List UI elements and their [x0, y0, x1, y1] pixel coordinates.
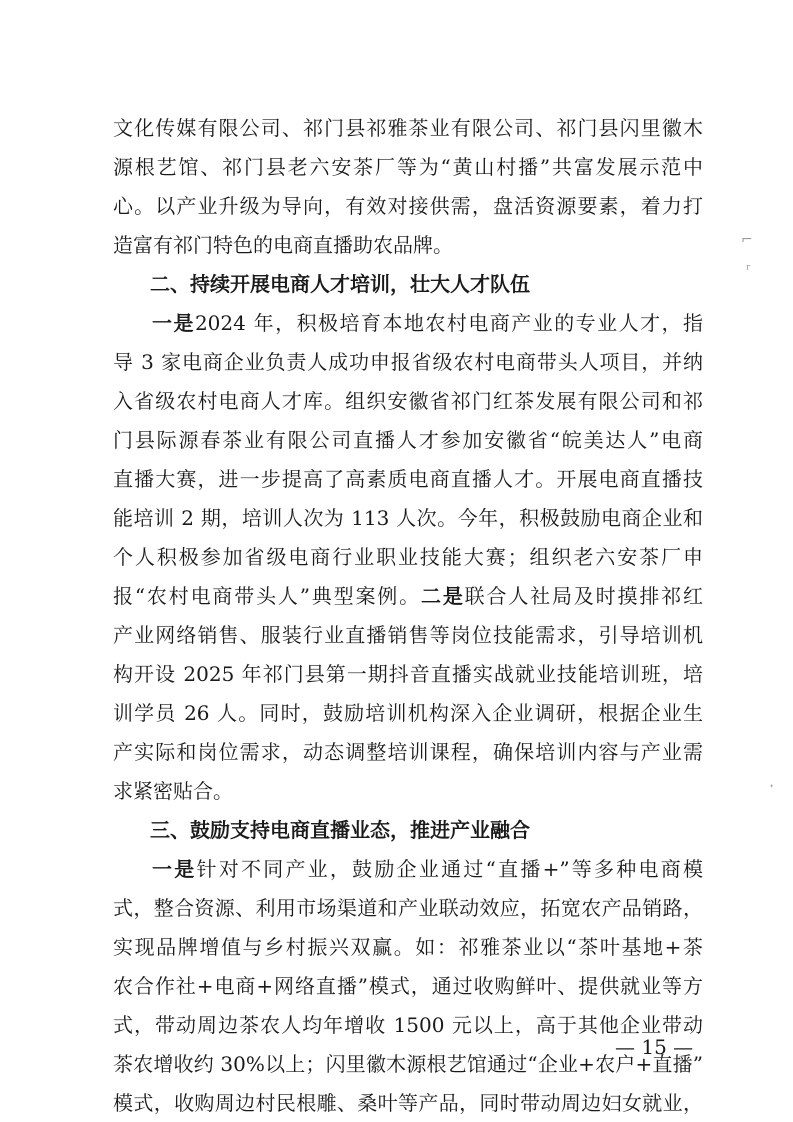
paragraph1-line: 心。以产业升级为导向，有效对接供需，盘活资源要素，着力打 — [113, 194, 703, 218]
section2-line: 一是2024 年，积极培育本地农村电商产业的专业人才，指 — [152, 311, 703, 335]
lead-marker: 一是 — [152, 857, 197, 881]
section-heading-2: 二、持续开展电商人才培训，壮大人才队伍 — [150, 272, 530, 296]
section2-line: 导 3 家电商企业负责人成功申报省级农村电商带头人项目，并纳 — [113, 350, 703, 374]
scan-speck: ᾿ — [768, 784, 775, 800]
section2-line: 产业网络销售、服装行业直播销售等岗位技能需求，引导培训机 — [113, 623, 703, 647]
section3-line: 农合作社+电商+网络直播”模式，通过收购鲜叶、提供就业等方 — [113, 974, 703, 998]
section3-line: 式，带动周边茶农人均年增收 1500 元以上，高于其他企业带动 — [113, 1013, 703, 1037]
paragraph1-line: 造富有祁门特色的电商直播助农品牌。 — [113, 233, 453, 257]
section2-line: 产实际和岗位需求，动态调整培训课程，确保培训内容与产业需 — [113, 740, 703, 764]
scan-speck: ⌐ — [741, 232, 753, 248]
section2-line: 门县际源春茶业有限公司直播人才参加安徽省“皖美达人”电商 — [113, 428, 703, 452]
lead-marker: 二是 — [420, 584, 465, 608]
section2-line: 训学员 26 人。同时，鼓励培训机构深入企业调研，根据企业生 — [113, 701, 703, 725]
section2-line: 直播大赛，进一步提高了高素质电商直播人才。开展电商直播技 — [113, 467, 703, 491]
section2-line: 个人积极参加省级电商行业职业技能大赛；组织老六安茶厂申 — [113, 545, 703, 569]
paragraph1-line: 文化传媒有限公司、祁门县祁雅茶业有限公司、祁门县闪里徽木 — [113, 116, 703, 140]
section2-line: 求紧密贴合。 — [113, 779, 233, 803]
section3-line: 式，整合资源、利用市场渠道和产业联动效应，拓宽农产品销路， — [113, 896, 703, 920]
section3-line: 一是针对不同产业，鼓励企业通过“直播+”等多种电商模 — [152, 857, 703, 881]
section-heading-3: 三、鼓励支持电商直播业态，推进产业融合 — [150, 818, 530, 842]
section2-line: 报“农村电商带头人”典型案例。二是联合人社局及时摸排祁红 — [113, 584, 703, 608]
section2-line: 入省级农村电商人才库。组织安徽省祁门红茶发展有限公司和祁 — [113, 389, 703, 413]
lead-marker: 一是 — [152, 311, 195, 335]
section3-line: 实现品牌增值与乡村振兴双赢。如：祁雅茶业以“茶叶基地+茶 — [113, 935, 703, 959]
section3-line: 模式，收购周边村民根雕、桑叶等产品，同时带动周边妇女就业， — [113, 1091, 703, 1115]
paragraph1-line: 源根艺馆、祁门县老六安茶厂等为“黄山村播”共富发展示范中 — [113, 155, 703, 179]
section2-line: 构开设 2025 年祁门县第一期抖音直播实战就业技能培训班，培 — [113, 662, 703, 686]
section2-line: 能培训 2 期，培训人次为 113 人次。今年，积极鼓励电商企业和 — [113, 506, 703, 530]
section3-line: 茶农增收约 30%以上；闪里徽木源根艺馆通过“企业+农户+直播” — [113, 1052, 703, 1076]
page-number: — 15 — — [615, 1035, 694, 1059]
scan-speck: ʳ — [746, 262, 751, 278]
